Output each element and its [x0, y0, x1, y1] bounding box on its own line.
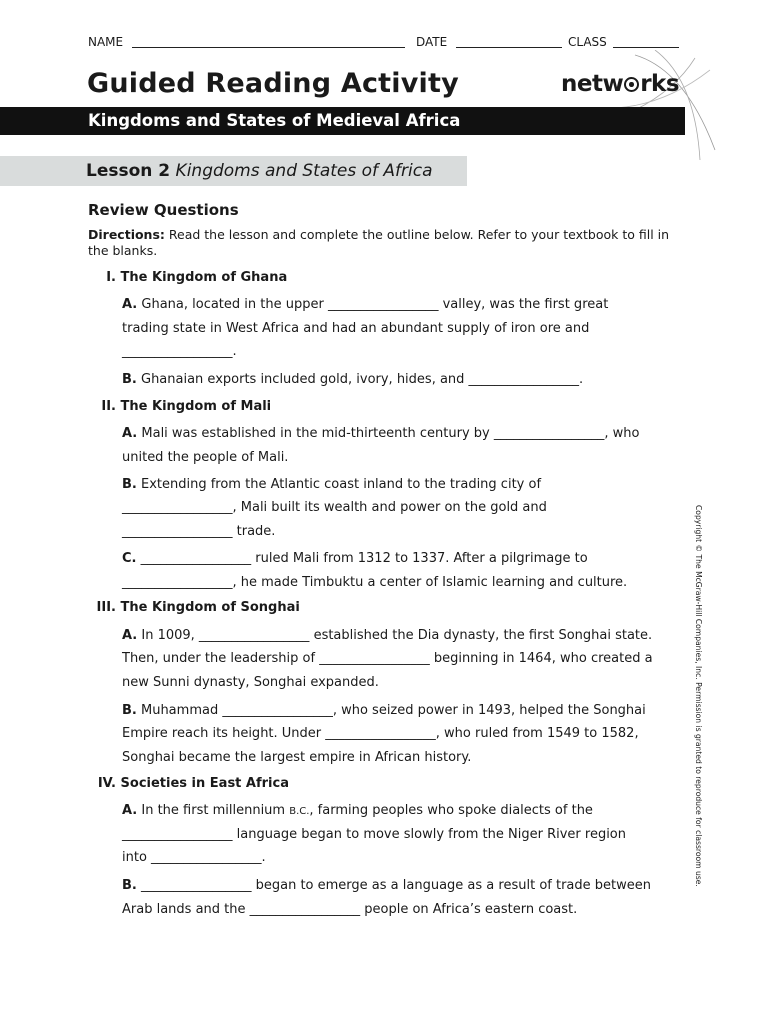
networks-logo: netw rks	[561, 71, 680, 97]
class-field[interactable]	[613, 47, 679, 48]
outline-line: Then, under the leadership of _________________ beginning in 1464, who created a	[122, 651, 653, 666]
name-label: NAME	[88, 35, 124, 49]
class-label: CLASS	[568, 35, 607, 49]
section-heading: IV. Societies in East Africa	[97, 776, 289, 791]
section-heading: I. The Kingdom of Ghana	[106, 270, 288, 285]
outline-line: A. Mali was established in the mid-thirteenth century by _________________, who	[122, 426, 640, 441]
date-field[interactable]	[456, 47, 562, 48]
outline-line: B. Extending from the Atlantic coast inland to the trading city of	[122, 477, 542, 492]
outline-line: united the people of Mali.	[122, 450, 289, 465]
outline-line: _________________, Mali built its wealth and power on the gold and	[122, 500, 547, 515]
review-heading: Review Questions	[88, 201, 239, 219]
lesson-name: Kingdoms and States of Africa	[175, 161, 433, 181]
outline-line: B. Muhammad _________________, who seized power in 1493, helped the Songhai	[122, 703, 646, 718]
outline-line: new Sunni dynasty, Songhai expanded.	[122, 675, 379, 690]
logo-o-icon	[624, 77, 639, 92]
page-title: Guided Reading Activity	[87, 68, 459, 99]
section-heading: II. The Kingdom of Mali	[101, 399, 272, 414]
chapter-band	[0, 107, 685, 135]
lesson-banner	[0, 156, 467, 186]
outline-line: B. _________________ began to emerge as a language as a result of trade between	[122, 878, 651, 893]
outline-line: A. In 1009, _________________ established the Dia dynasty, the first Songhai state.	[122, 628, 653, 643]
outline-line: B. Ghanaian exports included gold, ivory, hides, and _________________.	[122, 372, 584, 387]
outline-line: _________________ trade.	[122, 524, 276, 539]
logo-arcs-graphic	[575, 50, 725, 160]
outline-line: _________________ language began to move slowly from the Niger River region	[122, 827, 627, 842]
outline-line: Empire reach its height. Under _________________, who ruled from 1549 to 1582,	[122, 726, 639, 741]
copyright-notice: Copyright © The McGraw-Hill Companies, Inc. Permission is granted to reproduce for classroom use.	[694, 505, 703, 887]
date-label: DATE	[416, 35, 448, 49]
chapter-title: Kingdoms and States of Medieval Africa	[88, 111, 461, 130]
lesson-label: Lesson 2	[86, 161, 171, 181]
outline-line: trading state in West Africa and had an abundant supply of iron ore and	[122, 321, 590, 336]
name-field[interactable]	[132, 47, 405, 48]
section-heading: III. The Kingdom of Songhai	[96, 600, 300, 615]
outline-line: A. In the first millennium B.C., farming peoples who spoke dialects of the	[122, 803, 593, 818]
directions: Directions: Read the lesson and complete the outline below. Refer to your textbook to fill in the blanks.	[88, 227, 670, 258]
outline-line: _________________.	[122, 344, 237, 359]
outline-line: _________________, he made Timbuktu a center of Islamic learning and culture.	[122, 575, 628, 590]
outline-line: Songhai became the largest empire in African history.	[122, 750, 472, 765]
outline-line: into _________________.	[122, 850, 266, 865]
outline-line: C. _________________ ruled Mali from 1312 to 1337. After a pilgrimage to	[122, 551, 588, 566]
outline-line: A. Ghana, located in the upper _________________ valley, was the first great	[122, 297, 609, 312]
outline-line: Arab lands and the _________________ people on Africa’s eastern coast.	[122, 902, 578, 917]
